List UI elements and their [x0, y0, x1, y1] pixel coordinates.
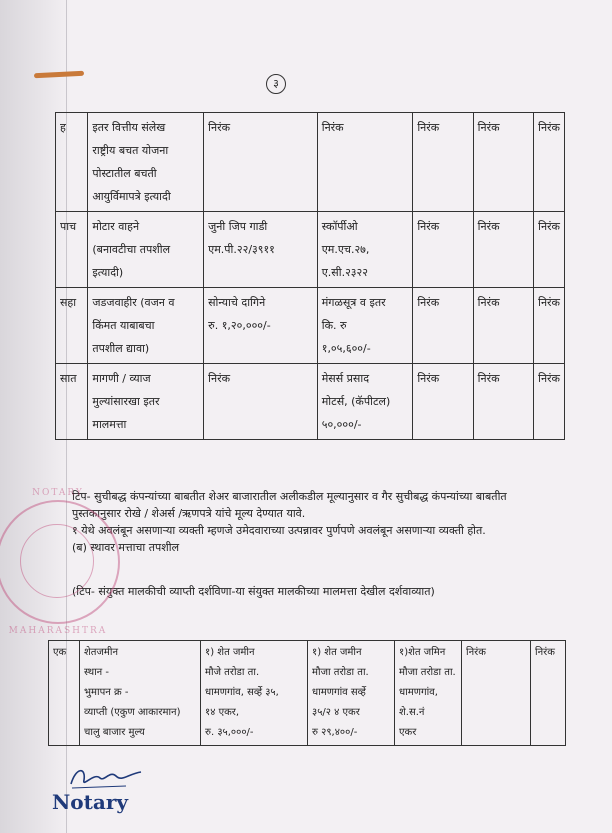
row-dependent-3: निरंक	[534, 364, 565, 440]
assets-row	[56, 364, 565, 440]
row-index: ह	[56, 113, 88, 212]
row-dependent-1: निरंक	[413, 212, 473, 288]
row-dependent-1: निरंक	[413, 288, 473, 364]
cell-line: सोन्याचे दागिने	[208, 296, 266, 309]
land-col-4: निरंक	[462, 641, 531, 746]
cell-line: मौजा तरोडा ता.	[399, 667, 456, 678]
cell-line: जडजवाहीर (वजन व	[92, 296, 175, 309]
cell-line: मौजे तरोडा ता.	[205, 667, 260, 678]
row-dependent-3: निरंक	[534, 288, 565, 364]
cell-line: आयुर्विमापत्रे इत्यादी	[92, 190, 171, 203]
cell-line: एम.एच.२७,	[321, 243, 370, 256]
cell-line: निरंक	[208, 121, 231, 134]
row-index: पाच	[56, 212, 88, 288]
cell-line: मागणी / व्याज	[92, 372, 151, 385]
cell-line: शेतजमीन	[84, 647, 119, 658]
row-index: सहा	[56, 288, 88, 364]
stamp-text-top: NOTARY	[32, 488, 84, 498]
note-tip-2: १ येथे अवलंबून असणाऱ्या व्यक्ती म्हणजे उमेदवाराच्या उत्पन्नावर पुर्णपणे अवलंबून असणाऱ्या व्यक्ती होत.	[72, 524, 486, 537]
land-row	[49, 641, 566, 746]
cell-line: व्याप्ती (एकुण आकारमान)	[84, 707, 181, 718]
cell-line: ३५/२ ४ एकर	[312, 707, 360, 718]
signature-mark	[66, 762, 146, 792]
row-self	[204, 113, 318, 212]
cell-line: पोस्टातील बचती	[92, 167, 157, 180]
cell-line: रु. ३५,०००/-	[205, 727, 254, 738]
cell-line: स्थान -	[84, 667, 110, 678]
row-label	[88, 212, 204, 288]
row-self	[204, 212, 318, 288]
row-self	[204, 364, 318, 440]
row-dependent-1: निरंक	[413, 113, 473, 212]
cell-line: राष्ट्रीय बचत योजना	[92, 144, 169, 157]
row-spouse	[317, 212, 413, 288]
row-dependent-2: निरंक	[473, 288, 533, 364]
row-spouse	[317, 113, 413, 212]
row-spouse	[317, 288, 413, 364]
row-dependent-3: निरंक	[534, 113, 565, 212]
cell-line: मेसर्स प्रसाद	[321, 372, 370, 385]
cell-line: स्कॉर्पीओ	[321, 220, 358, 233]
cell-line: ए.सी.२३२२	[321, 266, 368, 279]
cell-line: इत्यादी)	[92, 266, 124, 279]
cell-line: १,०५,६००/-	[321, 342, 371, 355]
cell-line: धामणगांव सर्व्हे	[312, 687, 366, 698]
cell-line: एकर	[399, 727, 417, 738]
cell-line: एम.पी.२२/३९११	[208, 243, 275, 256]
assets-row	[56, 113, 565, 212]
note-section-b: (ब) स्थावर मत्ताचा तपशील	[72, 541, 180, 554]
cell-line: धामणगांव, सर्व्हे ३५,	[205, 687, 279, 698]
cell-line: मौजा तरोडा ता.	[312, 667, 369, 678]
row-index: सात	[56, 364, 88, 440]
cell-line: ५०,०००/-	[321, 418, 362, 431]
cell-line: मोटर्स, (कॅपीटल)	[321, 395, 391, 408]
note-tip-1: टिप- सुचीबद्ध कंपन्यांच्या बाबतीत शेअर बाजारातील अलीकडील मूल्यानुसार व गैर सुचीबद्ध कंपन्यांच्या बाबतीत पुस्तकानुसार रोखे / शेअर्स /ऋणपत्रे यांचे मूल्य देण्यात यावे.	[72, 490, 507, 520]
stamp-text-bottom: MAHARASHTRA	[8, 626, 108, 636]
cell-line: १) शेत जमीन	[312, 647, 362, 658]
cell-line: भुमापन क्र -	[84, 687, 129, 698]
cell-line: (बनावटीचा तपशील	[92, 243, 171, 256]
notary-label: Notary	[52, 790, 128, 814]
page-number: ३	[266, 74, 286, 94]
cell-line: इतर वित्तीय संलेख	[92, 121, 166, 134]
cell-line: कि. रु	[321, 319, 347, 332]
cell-line: रु. १,२०,०००/-	[208, 319, 271, 332]
land-col-5: निरंक	[531, 641, 566, 746]
land-label	[80, 641, 201, 746]
cell-line: तपशील द्यावा)	[92, 342, 150, 355]
cell-line: चालु बाजार मुल्य	[84, 727, 145, 738]
row-dependent-3: निरंक	[534, 212, 565, 288]
row-dependent-2: निरंक	[473, 364, 533, 440]
cell-line: शे.स.नं	[399, 707, 425, 718]
row-label	[88, 113, 204, 212]
cell-line: मोटार वाहने	[92, 220, 140, 233]
cell-line: १) शेत जमीन	[205, 647, 255, 658]
row-dependent-2: निरंक	[473, 113, 533, 212]
land-table	[48, 640, 566, 746]
assets-table	[55, 112, 565, 440]
assets-row	[56, 288, 565, 364]
row-dependent-1: निरंक	[413, 364, 473, 440]
row-spouse	[317, 364, 413, 440]
land-col-3	[395, 641, 462, 746]
cell-line: जुनी जिप गाडी	[208, 220, 268, 233]
land-col-2	[308, 641, 395, 746]
cell-line: निरंक	[208, 372, 231, 385]
cell-line: किंमत याबाबचा	[92, 319, 155, 332]
row-label	[88, 288, 204, 364]
row-label	[88, 364, 204, 440]
row-dependent-2: निरंक	[473, 212, 533, 288]
cell-line: मालमत्ता	[92, 418, 127, 431]
cell-line: १)शेत जमिन	[399, 647, 446, 658]
cell-line: धामणगांव,	[399, 687, 438, 698]
cell-line: मंगळसूत्र व इतर	[321, 296, 386, 309]
cell-line: रु २९,४००/-	[312, 727, 358, 738]
assets-row	[56, 212, 565, 288]
cell-line: निरंक	[321, 121, 344, 134]
notes-block	[72, 488, 552, 556]
notary-stamp	[0, 488, 120, 636]
note-tip-3: (टिप- संयुक्त मालकीची व्याप्ती दर्शविणा-या संयुक्त मालकीच्या मालमत्ता देखील दर्शवाव्यात)	[72, 585, 435, 598]
land-index: एक	[49, 641, 80, 746]
stamp-inner-ring	[20, 524, 94, 598]
land-col-1	[201, 641, 308, 746]
cell-line: मुल्यांसारखा इतर	[92, 395, 160, 408]
row-self	[204, 288, 318, 364]
cell-line: १४ एकर,	[205, 707, 240, 718]
